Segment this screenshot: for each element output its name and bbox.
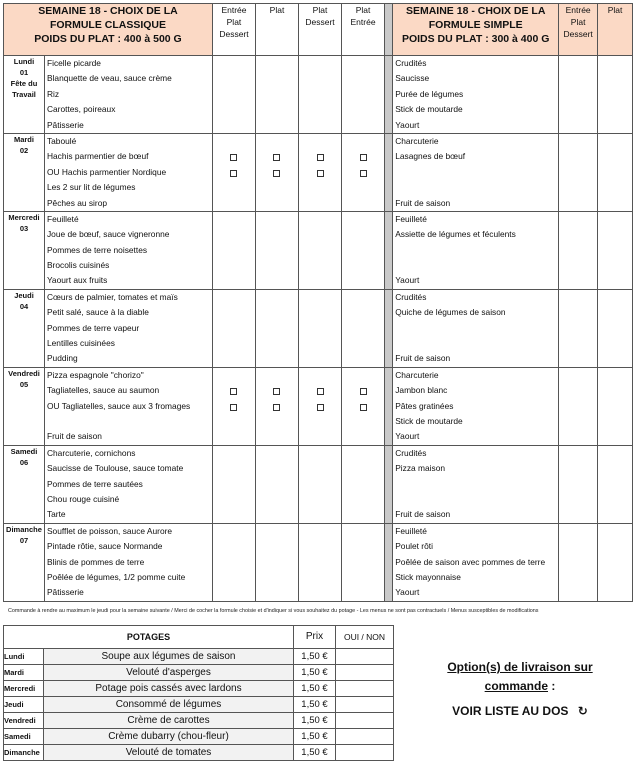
day-row xyxy=(4,367,633,445)
dish-line: Poêlée de saison avec pommes de terre xyxy=(395,556,546,567)
choice-cell xyxy=(342,367,385,445)
dish-line: Chou rouge cuisiné xyxy=(46,493,120,504)
dish-line xyxy=(393,321,558,336)
soup-price: 1,50 € xyxy=(294,665,336,681)
dish-line: Cœurs de palmier, tomates et maïs xyxy=(46,291,178,302)
soup-day: Mercredi xyxy=(4,681,44,697)
choice-cell xyxy=(299,523,342,601)
soup-name: Crème de carottes xyxy=(44,713,294,729)
dish-line: Poêlée de légumes, 1/2 pomme cuite xyxy=(46,571,186,582)
column-separator xyxy=(385,289,393,367)
choice-cell xyxy=(342,289,385,367)
dish-line: Hachis parmentier de bœuf xyxy=(46,151,149,162)
soup-table xyxy=(3,625,394,761)
dish-line: Saucisse de Toulouse, sauce tomate xyxy=(46,463,184,474)
dish-line: Poulet rôti xyxy=(395,541,433,552)
dish-line xyxy=(393,165,558,180)
soup-price: 1,50 € xyxy=(294,713,336,729)
choice-checkbox[interactable] xyxy=(230,404,237,411)
choice-cell xyxy=(299,367,342,445)
soup-price: 1,50 € xyxy=(294,681,336,697)
simple-dishes xyxy=(393,367,559,445)
soup-day: Vendredi xyxy=(4,713,44,729)
dish-line: Charcuterie, cornichons xyxy=(46,447,136,458)
simple-choice-cell[interactable] xyxy=(559,211,598,289)
column-separator xyxy=(385,367,393,445)
dish-line: Yaourt xyxy=(395,587,420,598)
dish-line: Soufflet de poisson, sauce Aurore xyxy=(46,525,173,536)
soup-choice-header: OUI / NON xyxy=(336,626,394,649)
soup-price: 1,50 € xyxy=(294,697,336,713)
choice-checkbox[interactable] xyxy=(273,170,280,177)
choice-checkbox[interactable] xyxy=(273,388,280,395)
dish-line: Lasagnes de bœuf xyxy=(395,151,466,162)
dish-line: Feuilleté xyxy=(46,213,79,224)
day-label: Samedi 06 xyxy=(4,445,45,523)
delivery-line2: commande : xyxy=(484,679,556,693)
choice-cell xyxy=(255,133,298,211)
column-separator xyxy=(385,211,393,289)
simple-choice-cell[interactable] xyxy=(559,56,598,134)
choice-cell xyxy=(212,445,255,523)
dish-line: Yaourt aux fruits xyxy=(46,275,108,286)
column-separator xyxy=(385,133,393,211)
choice-checkbox[interactable] xyxy=(273,404,280,411)
dish-line: Feuilleté xyxy=(395,213,427,224)
dish-line: Saucisse xyxy=(395,73,430,84)
dish-line: Riz xyxy=(46,88,60,99)
day-label: Lundi 01 Fête du Travail xyxy=(4,56,45,134)
day-label: Dimanche 07 xyxy=(4,523,45,601)
dish-line: Yaourt xyxy=(395,431,420,442)
dish-line: Pâtisserie xyxy=(46,587,84,598)
dish-line xyxy=(393,258,558,273)
dish-line: Purée de légumes xyxy=(395,88,464,99)
simple-col-entree-plat-dessert: Entrée Plat Dessert xyxy=(559,4,598,56)
simple-choice-cell[interactable] xyxy=(559,367,598,445)
classic-dishes xyxy=(44,367,212,445)
choice-checkbox[interactable] xyxy=(230,154,237,161)
choice-cell xyxy=(299,445,342,523)
dish-line: Joue de bœuf, sauce vigneronne xyxy=(46,229,170,240)
simple-dishes xyxy=(393,133,559,211)
col-entree-plat-dessert: Entrée Plat Dessert xyxy=(212,4,255,56)
simple-choice-cell[interactable] xyxy=(559,445,598,523)
soup-choice-cell[interactable] xyxy=(336,665,394,681)
order-footnote: Commande à rendre au maximum le jeudi pour la semaine suivante / Merci de cocher la formule choisie et d'indiquer si vous souhaitez du potage - Les menus ne sont pas contractuels / Menus susceptibles de modifications xyxy=(8,608,539,614)
dish-line: Feuilleté xyxy=(395,525,427,536)
soup-choice-cell[interactable] xyxy=(336,697,394,713)
dish-line: Stick de moutarde xyxy=(395,415,463,426)
dish-line: Blanquette de veau, sauce crème xyxy=(46,73,172,84)
classic-dishes xyxy=(44,289,212,367)
soup-day: Lundi xyxy=(4,649,44,665)
menu-table xyxy=(3,3,633,602)
choice-checkbox[interactable] xyxy=(360,170,367,177)
dish-line: Pommes de terre vapeur xyxy=(46,322,140,333)
dish-line: Pintade rôtie, sauce Normande xyxy=(46,541,163,552)
simple-title: SEMAINE 18 - CHOIX DE LA FORMULE SIMPLE POIDS DU PLAT : 300 à 400 G xyxy=(393,4,559,56)
choice-checkbox[interactable] xyxy=(230,388,237,395)
dish-line: Lentilles cuisinées xyxy=(46,338,115,349)
soup-row xyxy=(4,729,394,745)
soup-name: Velouté d'asperges xyxy=(44,665,294,681)
simple-choice-cell[interactable] xyxy=(598,211,633,289)
choice-cell xyxy=(212,133,255,211)
day-row xyxy=(4,56,633,134)
dish-line: Fruit de saison xyxy=(395,197,451,208)
simple-dishes xyxy=(393,211,559,289)
classic-title: SEMAINE 18 - CHOIX DE LA FORMULE CLASSIQUE POIDS DU PLAT : 400 à 500 G xyxy=(4,4,213,56)
choice-cell xyxy=(212,56,255,134)
soup-choice-cell[interactable] xyxy=(336,681,394,697)
dish-line: Yaourt xyxy=(395,119,420,130)
dish-line: Ficelle picarde xyxy=(46,58,101,68)
soup-choice-cell[interactable] xyxy=(336,713,394,729)
dish-line xyxy=(393,180,558,195)
arrow-icon: ↻ xyxy=(577,704,588,718)
choice-cell xyxy=(342,523,385,601)
soup-name: Potage pois cassés avec lardons xyxy=(44,681,294,697)
soup-day: Samedi xyxy=(4,729,44,745)
dish-line: Jambon blanc xyxy=(395,385,448,396)
choice-checkbox[interactable] xyxy=(317,404,324,411)
simple-choice-cell[interactable] xyxy=(598,289,633,367)
day-label: Mardi 02 xyxy=(4,133,45,211)
choice-cell xyxy=(255,289,298,367)
soup-price: 1,50 € xyxy=(294,745,336,761)
soup-price: 1,50 € xyxy=(294,729,336,745)
simple-choice-cell[interactable] xyxy=(598,367,633,445)
simple-choice-cell[interactable] xyxy=(559,523,598,601)
dish-line xyxy=(45,414,212,429)
dish-line: Les 2 sur lit de légumes xyxy=(46,182,136,193)
dish-line: OU Hachis parmentier Nordique xyxy=(46,166,167,177)
classic-dishes xyxy=(44,133,212,211)
dish-line: Tarte xyxy=(46,509,66,520)
column-separator xyxy=(385,523,393,601)
dish-line: Fruit de saison xyxy=(46,431,102,442)
dish-line: Pâtisserie xyxy=(46,119,84,130)
soup-row xyxy=(4,649,394,665)
soup-choice-cell[interactable] xyxy=(336,729,394,745)
choice-checkbox[interactable] xyxy=(360,388,367,395)
choice-cell xyxy=(255,367,298,445)
dish-line: Pêches au sirop xyxy=(46,197,108,208)
soup-name: Consommé de légumes xyxy=(44,697,294,713)
day-row xyxy=(4,133,633,211)
soup-row xyxy=(4,665,394,681)
dish-line: Pâtes gratinées xyxy=(395,400,454,411)
day-row xyxy=(4,445,633,523)
choice-checkbox[interactable] xyxy=(273,154,280,161)
dish-line: Crudités xyxy=(395,447,427,458)
choice-cell xyxy=(342,133,385,211)
simple-choice-cell[interactable] xyxy=(598,56,633,134)
dish-line: Charcuterie xyxy=(395,369,439,380)
dish-line: Fruit de saison xyxy=(395,353,451,364)
soup-name: Soupe aux légumes de saison xyxy=(44,649,294,665)
soup-name: Crème dubarry (chou-fleur) xyxy=(44,729,294,745)
choice-checkbox[interactable] xyxy=(317,170,324,177)
dish-line: Brocolis cuisinés xyxy=(46,260,110,271)
choice-checkbox[interactable] xyxy=(360,154,367,161)
soup-price-header: Prix xyxy=(294,626,336,649)
dish-line: Stick mayonnaise xyxy=(395,571,461,582)
dish-line: Quiche de légumes de saison xyxy=(395,307,506,318)
choice-cell xyxy=(255,56,298,134)
column-separator xyxy=(385,56,393,134)
day-row xyxy=(4,523,633,601)
dish-line: Taboulé xyxy=(46,135,77,146)
choice-cell xyxy=(255,445,298,523)
dish-line: OU Tagliatelles, sauce aux 3 fromages xyxy=(46,400,191,411)
choice-checkbox[interactable] xyxy=(317,154,324,161)
simple-dishes xyxy=(393,445,559,523)
choice-cell xyxy=(299,56,342,134)
dish-line: Crudités xyxy=(395,58,427,68)
day-label: Mercredi 03 xyxy=(4,211,45,289)
dish-line xyxy=(393,243,558,258)
choice-cell xyxy=(342,56,385,134)
day-label: Jeudi 04 xyxy=(4,289,45,367)
simple-col-plat: Plat xyxy=(598,4,633,56)
choice-cell xyxy=(342,211,385,289)
day-row xyxy=(4,289,633,367)
column-separator xyxy=(385,4,393,56)
delivery-line1: Option(s) de livraison sur xyxy=(447,660,593,674)
simple-dishes xyxy=(393,523,559,601)
dish-line: Pizza maison xyxy=(395,463,446,474)
soup-day: Mardi xyxy=(4,665,44,681)
column-separator xyxy=(385,445,393,523)
dish-line: Fruit de saison xyxy=(395,509,451,520)
dish-line: Petit salé, sauce à la diable xyxy=(46,307,149,318)
dish-line xyxy=(393,336,558,351)
classic-dishes xyxy=(44,523,212,601)
choice-cell xyxy=(212,211,255,289)
soup-row xyxy=(4,745,394,761)
delivery-line3: VOIR LISTE AU DOS ↻ xyxy=(452,704,588,718)
choice-cell xyxy=(299,289,342,367)
day-label: Vendredi 05 xyxy=(4,367,45,445)
soup-day: Jeudi xyxy=(4,697,44,713)
soup-choice-cell[interactable] xyxy=(336,649,394,665)
choice-checkbox[interactable] xyxy=(360,404,367,411)
dish-line: Pommes de terre sautées xyxy=(46,478,143,489)
choice-cell xyxy=(299,211,342,289)
soup-row xyxy=(4,713,394,729)
simple-choice-cell[interactable] xyxy=(559,289,598,367)
soup-price: 1,50 € xyxy=(294,649,336,665)
simple-choice-cell[interactable] xyxy=(598,445,633,523)
choice-cell xyxy=(255,523,298,601)
soup-header: POTAGES xyxy=(4,626,294,649)
simple-dishes xyxy=(393,289,559,367)
simple-choice-cell[interactable] xyxy=(598,133,633,211)
choice-cell xyxy=(342,445,385,523)
dish-line: Pommes de terre noisettes xyxy=(46,244,148,255)
soup-day: Dimanche xyxy=(4,745,44,761)
dish-line: Pudding xyxy=(46,353,78,364)
col-plat-entree: Plat Entrée xyxy=(342,4,385,56)
simple-choice-cell[interactable] xyxy=(559,133,598,211)
simple-dishes xyxy=(393,56,559,134)
simple-choice-cell[interactable] xyxy=(598,523,633,601)
soup-row xyxy=(4,681,394,697)
col-plat-dessert: Plat Dessert xyxy=(299,4,342,56)
dish-line: Charcuterie xyxy=(395,135,439,146)
dish-line: Stick de moutarde xyxy=(395,104,463,115)
choice-cell xyxy=(299,133,342,211)
dish-line xyxy=(393,492,558,507)
dish-line: Blinis de pommes de terre xyxy=(46,556,145,567)
dish-line: Assiette de légumes et féculents xyxy=(395,229,516,240)
dish-line: Yaourt xyxy=(395,275,420,286)
choice-cell xyxy=(212,523,255,601)
dish-line: Crudités xyxy=(395,291,427,302)
dish-line: Pizza espagnole "chorizo" xyxy=(46,369,144,380)
soup-name: Velouté de tomates xyxy=(44,745,294,761)
choice-cell xyxy=(212,367,255,445)
classic-dishes xyxy=(44,445,212,523)
delivery-option xyxy=(410,658,630,721)
choice-cell xyxy=(255,211,298,289)
soup-choice-cell[interactable] xyxy=(336,745,394,761)
classic-dishes xyxy=(44,211,212,289)
choice-checkbox[interactable] xyxy=(230,170,237,177)
dish-line xyxy=(393,477,558,492)
dish-line: Carottes, poireaux xyxy=(46,104,116,115)
soup-row xyxy=(4,697,394,713)
choice-cell xyxy=(212,289,255,367)
choice-checkbox[interactable] xyxy=(317,388,324,395)
day-row xyxy=(4,211,633,289)
dish-line: Tagliatelles, sauce au saumon xyxy=(46,385,160,396)
classic-dishes xyxy=(44,56,212,134)
col-plat: Plat xyxy=(255,4,298,56)
